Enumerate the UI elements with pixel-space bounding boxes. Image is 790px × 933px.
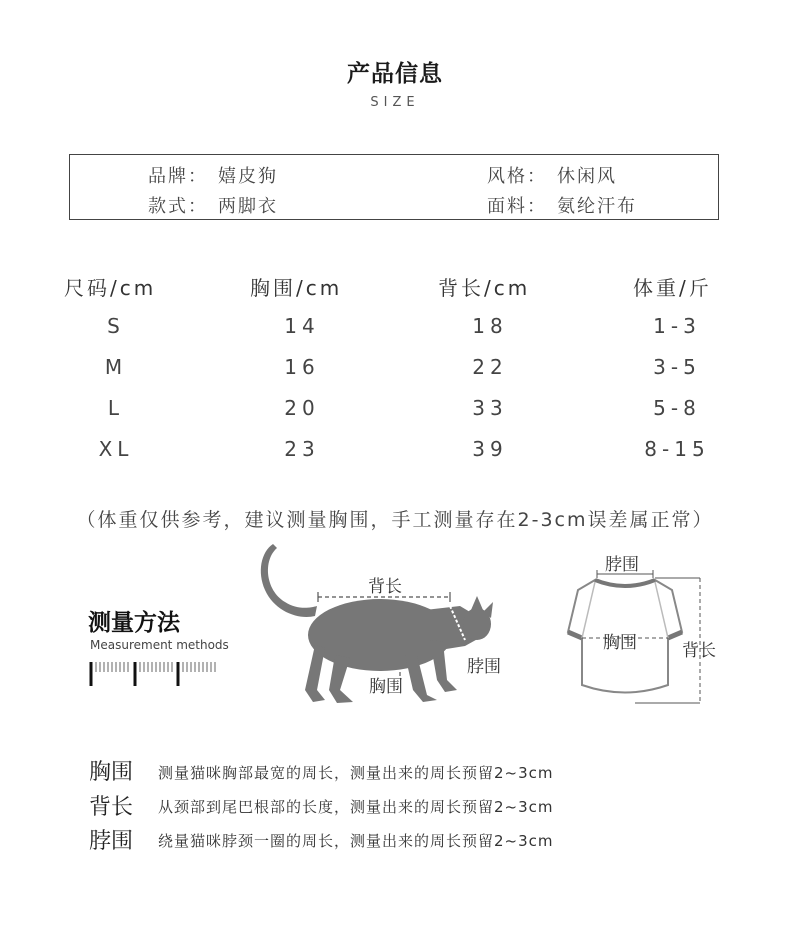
col-header-weight: 体重/斤 — [633, 276, 712, 300]
col-header-back: 背长/cm — [438, 276, 531, 300]
table-cell: XL — [98, 437, 134, 461]
table-cell: L — [107, 396, 125, 420]
fabric-label: 面料： — [487, 196, 547, 217]
table-cell: M — [104, 355, 128, 379]
definition-text: 绕量猫咪脖颈一圈的周长，测量出来的周长预留2~3cm — [158, 832, 554, 850]
style-label: 风格： — [487, 166, 547, 187]
col-header-size: 尺码/cm — [64, 276, 157, 300]
measurement-note: （体重仅供参考，建议测量胸围，手工测量存在2-3cm误差属正常） — [76, 509, 714, 531]
type-label: 款式： — [148, 196, 208, 217]
shirt-chest-label: 胸围 — [603, 633, 637, 653]
table-cell: S — [107, 314, 125, 338]
page-title: 产品信息 — [347, 61, 443, 87]
table-cell: 33 — [472, 396, 508, 420]
fabric-value: 氨纶汗布 — [557, 196, 637, 217]
table-cell: 20 — [284, 396, 320, 420]
table-cell: 3-5 — [653, 355, 701, 379]
table-cell: 22 — [472, 355, 508, 379]
page-subtitle: SIZE — [370, 95, 420, 110]
col-header-chest: 胸围/cm — [250, 276, 343, 300]
definition-term: 脖围 — [89, 829, 134, 854]
definition-text: 测量猫咪胸部最宽的周长，测量出来的周长预留2~3cm — [158, 764, 554, 782]
table-cell: 14 — [284, 314, 320, 338]
type-value: 两脚衣 — [218, 196, 278, 217]
cat-chest-label: 胸围 — [369, 677, 403, 697]
cat-back-label: 背长 — [368, 577, 402, 597]
table-cell: 1-3 — [653, 314, 701, 338]
shirt-back-label: 背长 — [682, 641, 716, 661]
method-title: 测量方法 — [88, 610, 180, 636]
brand-value: 嬉皮狗 — [218, 166, 278, 187]
ruler-icon — [88, 660, 218, 688]
definition-term: 背长 — [89, 795, 134, 820]
brand-label: 品牌： — [148, 166, 208, 187]
table-cell: 5-8 — [653, 396, 701, 420]
table-cell: 18 — [472, 314, 508, 338]
definition-term: 胸围 — [89, 760, 134, 785]
method-subtitle: Measurement methods — [90, 638, 229, 652]
shirt-neck-label: 脖围 — [605, 555, 639, 575]
definition-text: 从颈部到尾巴根部的长度，测量出来的周长预留2~3cm — [158, 798, 554, 816]
table-cell: 23 — [284, 437, 320, 461]
style-value: 休闲风 — [557, 166, 617, 187]
table-cell: 39 — [472, 437, 508, 461]
table-cell: 16 — [284, 355, 320, 379]
table-cell: 8-15 — [644, 437, 710, 461]
cat-neck-label: 脖围 — [467, 657, 501, 677]
